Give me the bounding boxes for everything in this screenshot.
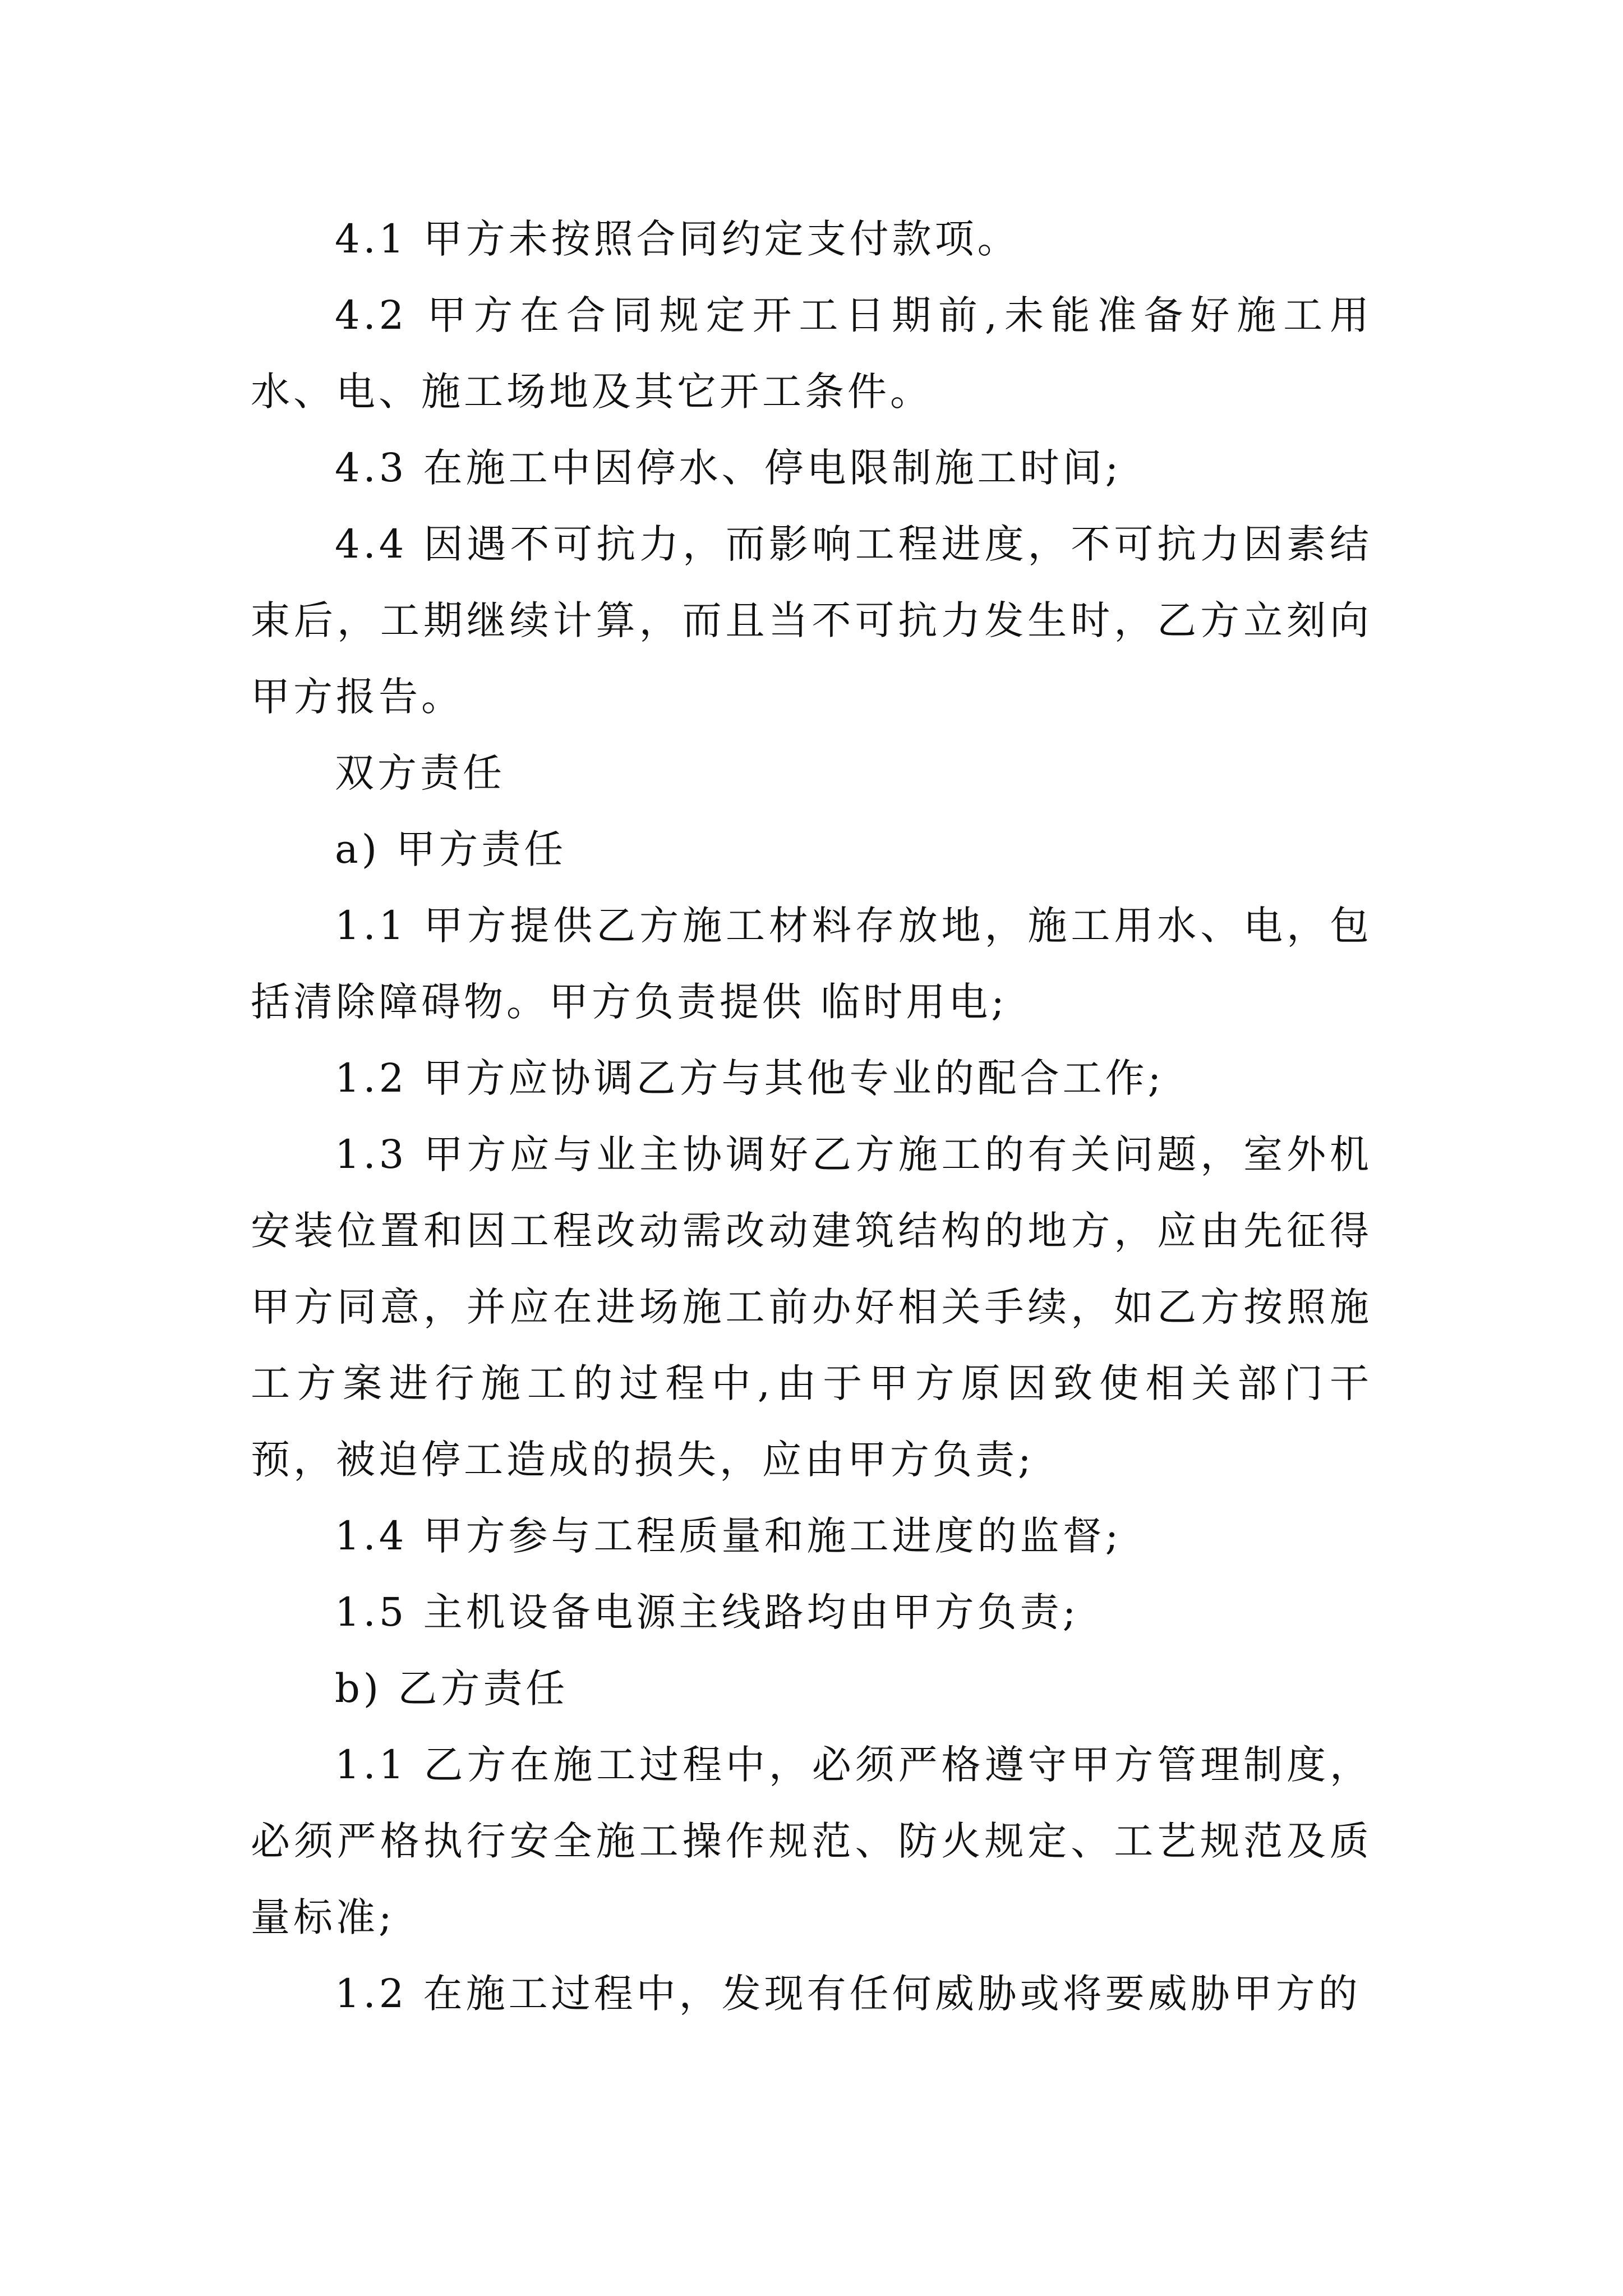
paragraph-4-3: 4.3 在施工中因停水、停电限制施工时间;	[335, 445, 1122, 491]
paragraph-4-4: 4.4 因遇不可抗力，而影响工程进度，不可抗力因素结束后，工期继续计算，而且当不可抗力发生时，乙方立刻向甲方报告。	[251, 521, 1372, 720]
paragraph-a-1-2: 1.2 甲方应协调乙方与其他专业的配合工作;	[335, 1055, 1165, 1101]
paragraph-4-1: 4.1 甲方未按照合同约定支付款项。	[335, 216, 1020, 262]
paragraph-a-1-1: 1.1 甲方提供乙方施工材料存放地，施工用水、电，包括清除障碍物。甲方负责提供 临时用电;	[251, 903, 1372, 1025]
paragraph-b-1-1: 1.1 乙方在施工过程中，必须严格遵守甲方管理制度，必须严格执行安全施工操作规范、防火规定、工艺规范及质量标准;	[251, 1742, 1372, 1940]
subsection-heading-party-b: b) 乙方责任	[335, 1665, 569, 1711]
section-heading-responsibilities: 双方责任	[335, 750, 505, 796]
paragraph-b-1-2: 1.2 在施工过程中，发现有任何威胁或将要威胁甲方的	[335, 1971, 1361, 2017]
paragraph-a-1-5: 1.5 主机设备电源主线路均由甲方负责;	[335, 1589, 1080, 1635]
paragraph-a-1-3: 1.3 甲方应与业主协调好乙方施工的有关问题，室外机安装位置和因工程改动需改动建筑结构的地方，应由先征得甲方同意，并应在进场施工前办好相关手续，如乙方按照施工方案进行施工的过程中,由于甲方原因致使相关部门干预，被迫停工造成的损失，应由甲方负责;	[251, 1131, 1372, 1483]
paragraph-4-2: 4.2 甲方在合同规定开工日期前,未能准备好施工用水、电、施工场地及其它开工条件。	[251, 292, 1372, 415]
subsection-heading-party-a: a) 甲方责任	[335, 826, 567, 872]
paragraph-a-1-4: 1.4 甲方参与工程质量和施工进度的监督;	[335, 1513, 1122, 1559]
document-body	[251, 201, 1372, 2032]
